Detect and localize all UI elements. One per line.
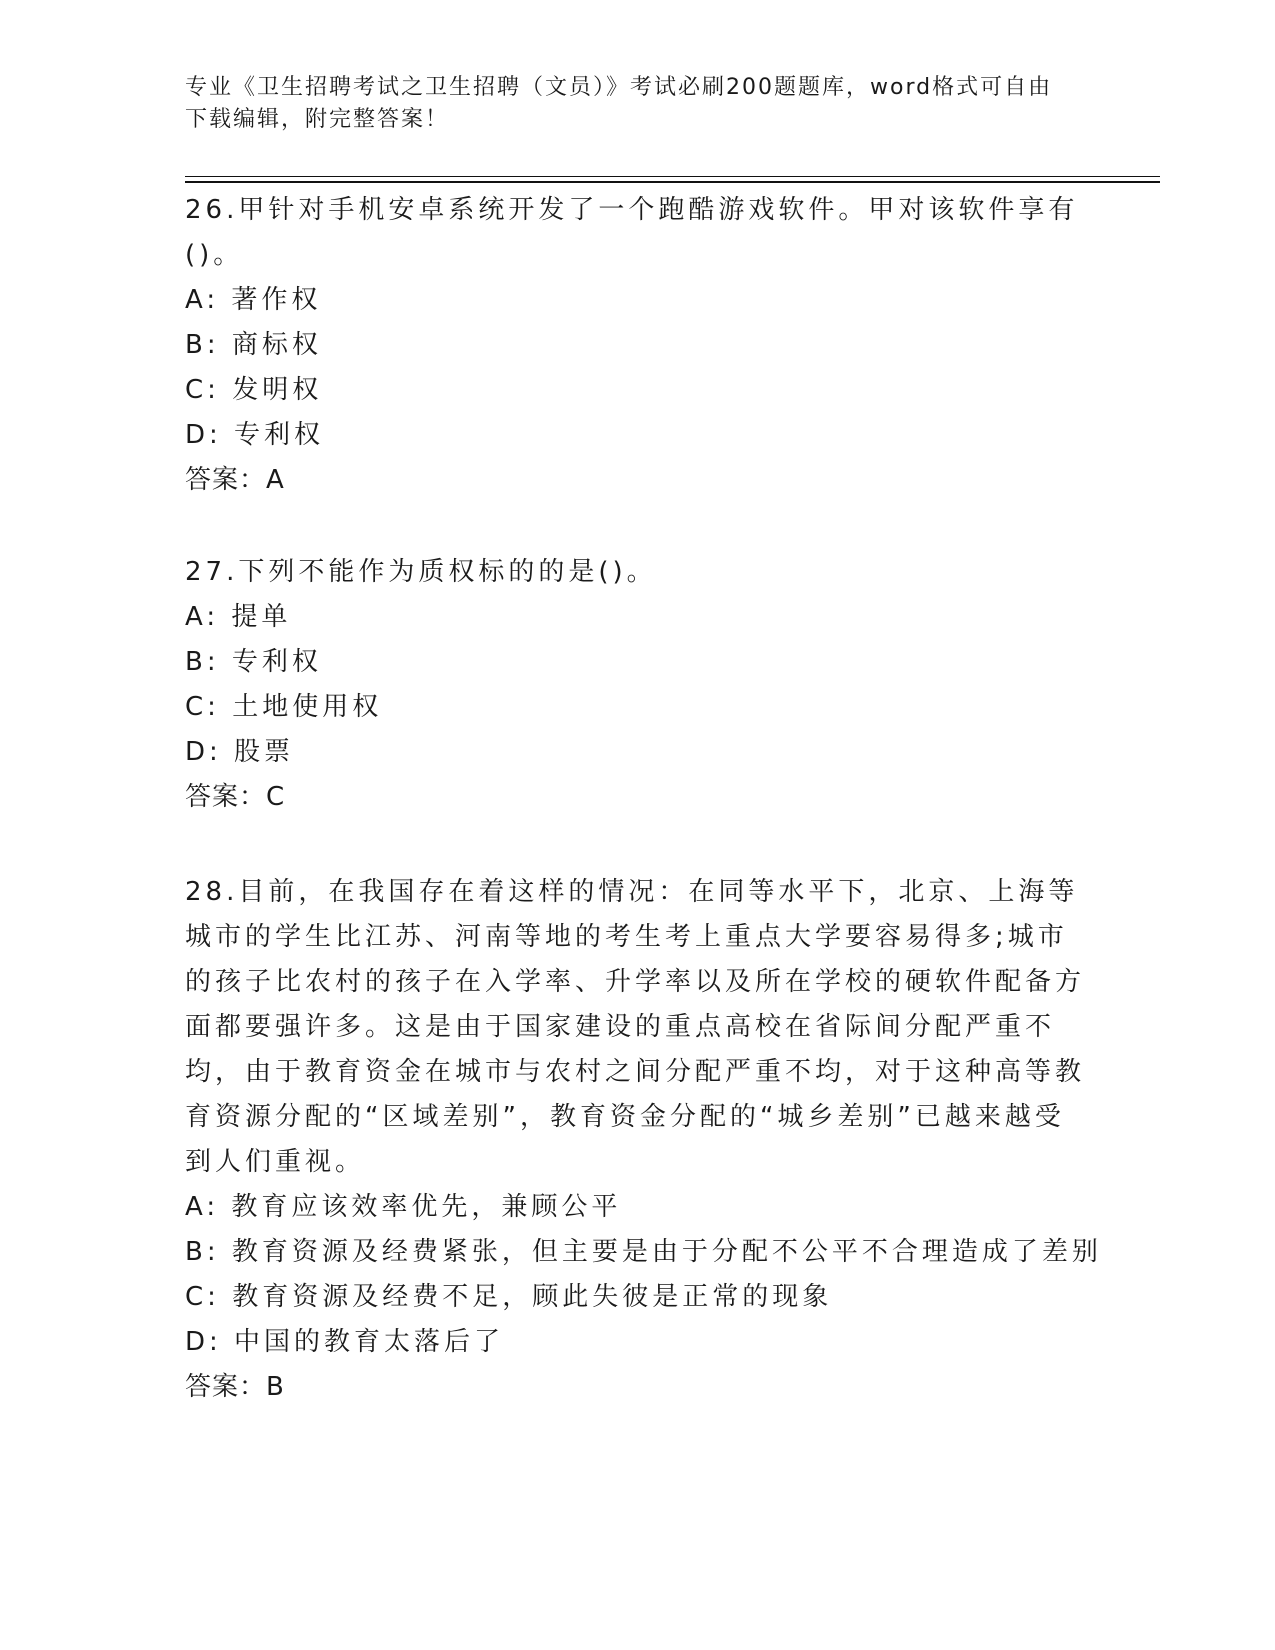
option-text: 教育资源及经费紧张，但主要是由于分配不公平不合理造成了差别 xyxy=(231,1237,1102,1267)
option-c xyxy=(185,368,1085,413)
option-text: 商标权 xyxy=(231,330,322,360)
option-letter: C: xyxy=(185,375,220,405)
question-26 xyxy=(185,188,1085,503)
divider-line-thick xyxy=(185,181,1160,183)
option-letter: A: xyxy=(185,1192,220,1222)
option-text: 专利权 xyxy=(234,420,325,450)
option-text: 发明权 xyxy=(232,375,323,405)
question-28 xyxy=(185,870,1102,1410)
document-intro: 专业《卫生招聘考试之卫生招聘（文员）》考试必刷200题题库，word格式可自由下载编辑，附完整答案！ xyxy=(185,75,1053,132)
option-letter: D: xyxy=(185,737,222,767)
answer-line: 答案：B xyxy=(185,1372,285,1402)
option-letter: B: xyxy=(185,647,220,677)
question-stem: 26.甲针对手机安卓系统开发了一个跑酷游戏软件。甲对该软件享有()。 xyxy=(185,195,1079,270)
option-text: 中国的教育太落后了 xyxy=(234,1327,505,1357)
option-letter: C: xyxy=(185,1282,220,1312)
divider-line xyxy=(185,176,1160,177)
question-stem: 28.目前，在我国存在着这样的情况：在同等水平下，北京、上海等城市的学生比江苏、河南等地的考生考上重点大学要容易得多;城市的孩子比农村的孩子在入学率、升学率以及所在学校的硬软件配备方面都要强许多。这是由于国家建设的重点高校在省际间分配严重不均，由于教育资金在城市与农村之间分配严重不均，对于这种高等教育资源分配的“区域差别”，教育资金分配的“城乡差别”已越来越受到人们重视。 xyxy=(185,877,1086,1177)
option-text: 提单 xyxy=(231,602,292,632)
option-letter: C: xyxy=(185,692,220,722)
option-b xyxy=(185,640,1085,685)
option-a xyxy=(185,595,1085,640)
option-letter: D: xyxy=(185,1327,222,1357)
option-a xyxy=(185,278,1085,323)
option-b xyxy=(185,1230,1102,1275)
question-stem: 27.下列不能作为质权标的的是()。 xyxy=(185,557,657,587)
option-text: 著作权 xyxy=(231,285,322,315)
option-c xyxy=(185,685,1085,730)
option-letter: D: xyxy=(185,420,222,450)
option-text: 专利权 xyxy=(231,647,322,677)
option-a xyxy=(185,1185,1085,1230)
option-text: 教育资源及经费不足，顾此失彼是正常的现象 xyxy=(232,1282,833,1312)
question-27 xyxy=(185,550,1085,820)
answer-line: 答案：C xyxy=(185,782,286,812)
option-text: 教育应该效率优先，兼顾公平 xyxy=(231,1192,622,1222)
option-c xyxy=(185,1275,1085,1320)
option-d xyxy=(185,730,1085,775)
answer-line: 答案：A xyxy=(185,465,285,495)
option-b xyxy=(185,323,1085,368)
option-letter: A: xyxy=(185,285,220,315)
option-d xyxy=(185,1320,1085,1365)
option-d xyxy=(185,413,1085,458)
option-letter: B: xyxy=(185,330,220,360)
option-text: 股票 xyxy=(234,737,295,767)
option-text: 土地使用权 xyxy=(232,692,383,722)
option-letter: B: xyxy=(185,1237,220,1267)
option-letter: A: xyxy=(185,602,220,632)
